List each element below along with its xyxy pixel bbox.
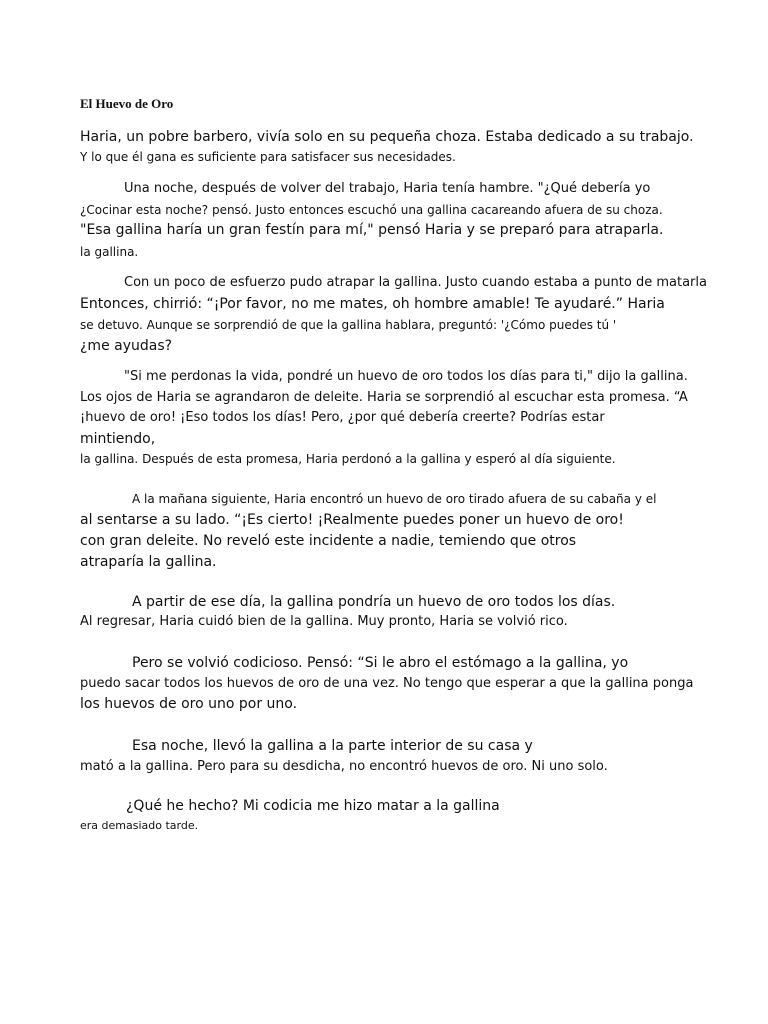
text-line: A la mañana siguiente, Haria encontró un huevo de oro tirado afuera de su cabaña y el xyxy=(132,492,657,506)
text-line: puedo sacar todos los huevos de oro de una vez. No tengo que esperar a que la gallina ponga xyxy=(80,676,694,691)
text-line: con gran deleite. No reveló este incidente a nadie, temiendo que otros xyxy=(80,533,577,549)
page-title: El Huevo de Oro xyxy=(80,96,174,111)
text-line: mintiendo, xyxy=(80,431,156,447)
text-line: era demasiado tarde. xyxy=(80,819,199,832)
text-line: los huevos de oro uno por uno. xyxy=(80,696,298,712)
text-line: Los ojos de Haria se agrandaron de deleite. Haria se sorprendió al escuchar esta promesa. “A xyxy=(80,390,688,405)
text-line: Al regresar, Haria cuidó bien de la gallina. Muy pronto, Haria se volvió rico. xyxy=(80,614,568,629)
text-line: Haria, un pobre barbero, vivía solo en su pequeña choza. Estaba dedicado a su trabajo. xyxy=(80,129,694,145)
text-line: "Si me perdonas la vida, pondré un huevo de oro todos los días para ti," dijo la gallina. xyxy=(124,369,688,384)
text-line: ¿Cocinar esta noche? pensó. Justo entonces escuchó una gallina cacareando afuera de su choza. xyxy=(80,203,663,217)
text-line: Esa noche, llevó la gallina a la parte interior de su casa y xyxy=(132,738,533,754)
text-line: ¿me ayudas? xyxy=(80,338,173,354)
text-line: Pero se volvió codicioso. Pensó: “Si le abro el estómago a la gallina, yo xyxy=(132,655,629,671)
text-line: Con un poco de esfuerzo pudo atrapar la gallina. Justo cuando estaba a punto de matarla xyxy=(124,275,707,290)
text-line: Entonces, chirrió: “¡Por favor, no me mates, oh hombre amable! Te ayudaré.” Haria xyxy=(80,296,665,312)
text-line: Y lo que él gana es suficiente para satisfacer sus necesidades. xyxy=(80,150,456,164)
text-line: la gallina. xyxy=(80,245,139,259)
text-line: A partir de ese día, la gallina pondría un huevo de oro todos los días. xyxy=(132,594,616,610)
text-line: la gallina. Después de esta promesa, Haria perdonó a la gallina y esperó al día siguiente. xyxy=(80,452,616,466)
text-line: ¿Qué he hecho? Mi codicia me hizo matar a la gallina xyxy=(126,798,500,814)
text-line: mató a la gallina. Pero para su desdicha, no encontró huevos de oro. Ni uno solo. xyxy=(80,759,608,774)
text-line: se detuvo. Aunque se sorprendió de que la gallina hablara, preguntó: '¿Cómo puedes tú ' xyxy=(80,318,617,332)
text-line: atraparía la gallina. xyxy=(80,554,217,570)
text-line: Una noche, después de volver del trabajo, Haria tenía hambre. "¿Qué debería yo xyxy=(124,181,651,196)
text-line: "Esa gallina haría un gran festín para mí," pensó Haria y se preparó para atraparla. xyxy=(80,222,664,238)
text-line: ¡huevo de oro! ¡Eso todos los días! Pero, ¿por qué debería creerte? Podrías estar xyxy=(80,410,605,425)
text-line: al sentarse a su lado. “¡Es cierto! ¡Realmente puedes poner un huevo de oro! xyxy=(80,512,624,528)
